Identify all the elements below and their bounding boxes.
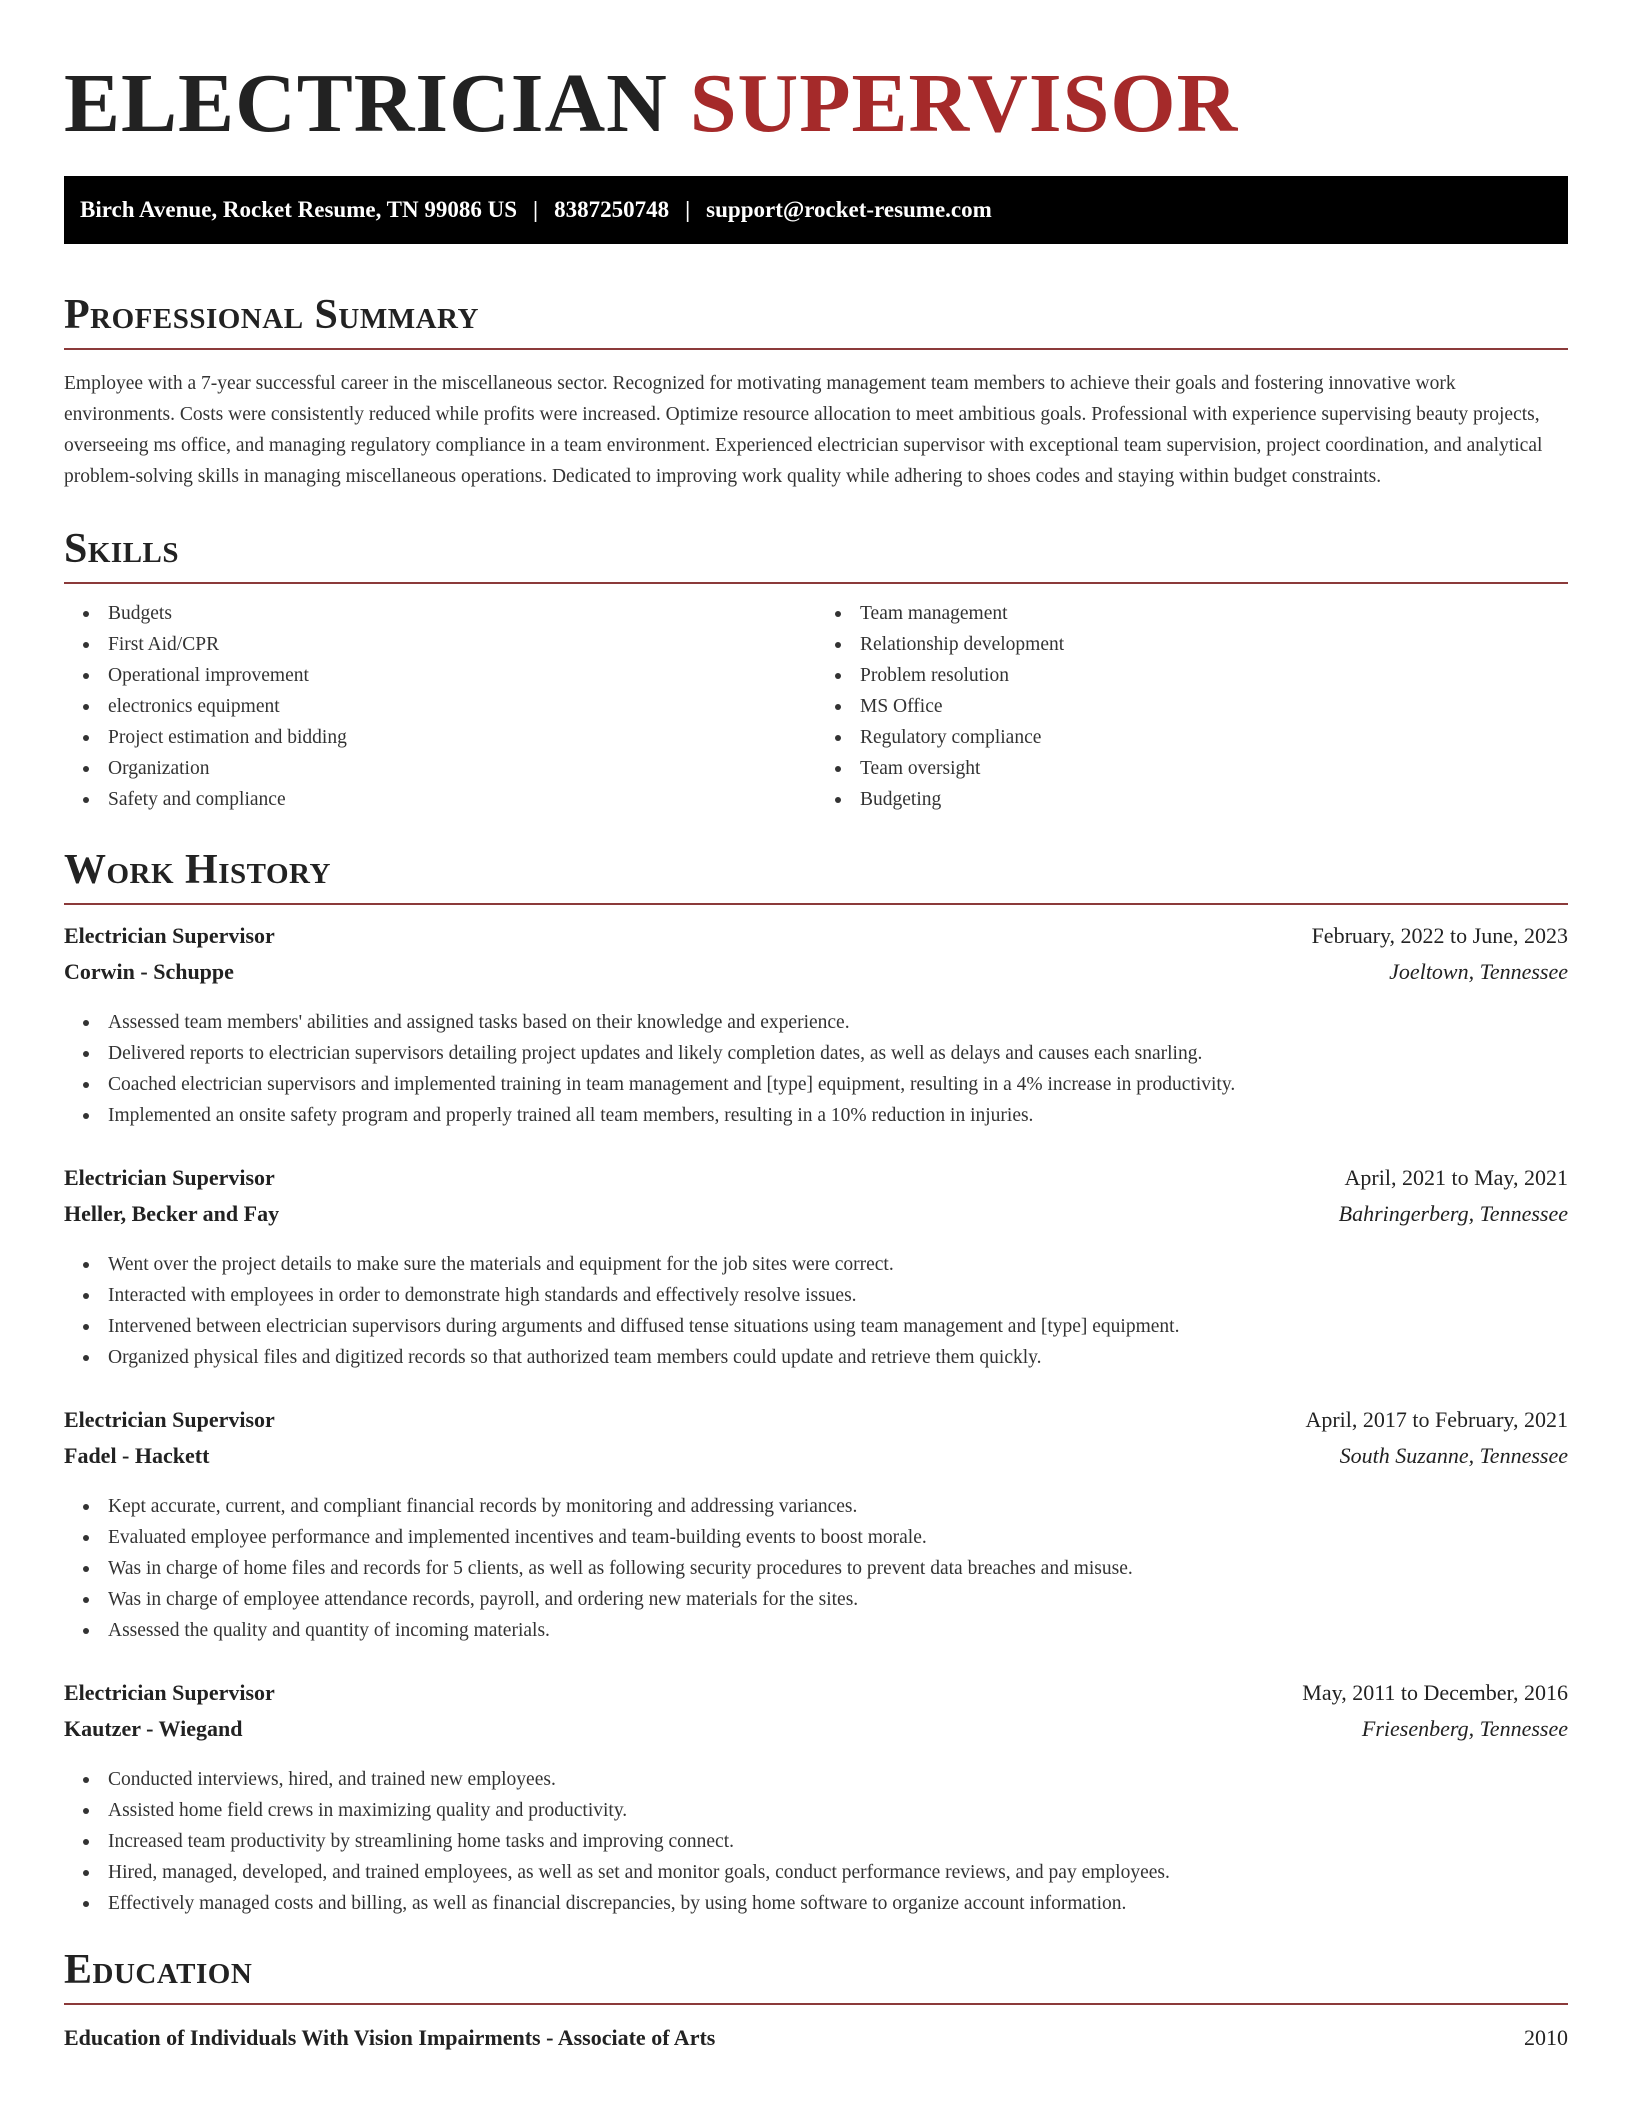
job-bullet: Hired, managed, developed, and trained employees, as well as set and monitor goals, conduct performance reviews, and pay employees. xyxy=(64,1857,1568,1888)
job-title: Electrician Supervisor xyxy=(64,923,275,948)
skill-item: MS Office xyxy=(816,691,1568,722)
job-dates: April, 2017 to February, 2021 xyxy=(1305,1407,1568,1432)
section-divider xyxy=(64,903,1568,905)
job-bullet: Was in charge of employee attendance records, payroll, and ordering new materials for the sites. xyxy=(64,1584,1568,1615)
section-heading-education: Education xyxy=(64,1947,253,1993)
job-company: Corwin - Schuppe xyxy=(64,959,234,984)
skills-grid xyxy=(64,598,1568,815)
job-dates: April, 2021 to May, 2021 xyxy=(1344,1165,1568,1190)
skill-item: Problem resolution xyxy=(816,660,1568,691)
education-entry xyxy=(64,2025,1568,2051)
job-dates: February, 2022 to June, 2023 xyxy=(1311,923,1568,948)
title-second-word: SUPERVISOR xyxy=(689,57,1239,150)
job-location: Joeltown, Tennessee xyxy=(1389,959,1568,984)
job-bullet: Delivered reports to electrician supervisors detailing project updates and likely completion dates, as well as delays and causes each snarling. xyxy=(64,1038,1568,1069)
job-header-row xyxy=(64,1165,1568,1201)
skill-item: Regulatory compliance xyxy=(816,722,1568,753)
job-company: Kautzer - Wiegand xyxy=(64,1716,243,1741)
job-header-row xyxy=(64,1680,1568,1716)
job-bullet: Was in charge of home files and records for 5 clients, as well as following security procedures to prevent data breaches and misuse. xyxy=(64,1553,1568,1584)
job-entry xyxy=(64,1680,1568,1919)
job-company: Fadel - Hackett xyxy=(64,1443,210,1468)
job-bullet: Assessed the quality and quantity of incoming materials. xyxy=(64,1615,1568,1646)
section-heading-summary: Professional Summary xyxy=(64,292,479,338)
section-divider xyxy=(64,348,1568,350)
job-bullet: Coached electrician supervisors and implemented training in team management and [type] equipment, resulting in a 4% increase in productivity. xyxy=(64,1069,1568,1100)
section-divider xyxy=(64,582,1568,584)
skill-item: Relationship development xyxy=(816,629,1568,660)
job-entry xyxy=(64,1407,1568,1646)
job-header-row xyxy=(64,923,1568,959)
job-location: Friesenberg, Tennessee xyxy=(1361,1716,1568,1741)
job-bullet-list xyxy=(64,1007,1568,1131)
contact-bar xyxy=(64,176,1568,244)
job-bullet: Effectively managed costs and billing, as well as financial discrepancies, by using home software to organize account information. xyxy=(64,1888,1568,1919)
skill-item: First Aid/CPR xyxy=(64,629,816,660)
job-bullet: Increased team productivity by streamlining home tasks and improving connect. xyxy=(64,1826,1568,1857)
summary-section xyxy=(64,294,1568,492)
job-bullet: Conducted interviews, hired, and trained new employees. xyxy=(64,1764,1568,1795)
job-title: Electrician Supervisor xyxy=(64,1680,275,1705)
job-bullet-list xyxy=(64,1491,1568,1646)
skill-item: Budgeting xyxy=(816,784,1568,815)
skill-item: Safety and compliance xyxy=(64,784,816,815)
job-dates: May, 2011 to December, 2016 xyxy=(1302,1680,1568,1705)
section-heading-work: Work History xyxy=(64,847,331,893)
job-subheader-row xyxy=(64,1201,1568,1237)
education-section xyxy=(64,1949,1568,2051)
job-bullet: Implemented an onsite safety program and properly trained all team members, resulting in a 10% reduction in injuries. xyxy=(64,1100,1568,1131)
job-bullet: Organized physical files and digitized records so that authorized team members could update and retrieve them quickly. xyxy=(64,1342,1568,1373)
job-entry xyxy=(64,923,1568,1131)
resume-title xyxy=(64,0,1568,150)
skill-item: Project estimation and bidding xyxy=(64,722,816,753)
job-company: Heller, Becker and Fay xyxy=(64,1201,280,1226)
job-bullet: Intervened between electrician supervisors during arguments and diffused tense situations using team management and [type] equipment. xyxy=(64,1311,1568,1342)
contact-separator: | xyxy=(685,197,691,222)
education-degree: Education of Individuals With Vision Impairments - Associate of Arts xyxy=(64,2025,716,2050)
section-heading-skills: Skills xyxy=(64,526,180,572)
work-history-section xyxy=(64,849,1568,1919)
job-bullet: Assisted home field crews in maximizing quality and productivity. xyxy=(64,1795,1568,1826)
job-bullet: Kept accurate, current, and compliant financial records by monitoring and addressing variances. xyxy=(64,1491,1568,1522)
job-bullet: Went over the project details to make sure the materials and equipment for the job sites were correct. xyxy=(64,1249,1568,1280)
skill-item: Operational improvement xyxy=(64,660,816,691)
skill-item: Budgets xyxy=(64,598,816,629)
job-entry xyxy=(64,1165,1568,1373)
title-first-word: ELECTRICIAN xyxy=(64,57,668,150)
contact-separator: | xyxy=(533,197,539,222)
education-year: 2010 xyxy=(1524,2025,1568,2050)
job-bullet-list xyxy=(64,1249,1568,1373)
skill-item: Organization xyxy=(64,753,816,784)
contact-phone: 8387250748 xyxy=(554,197,670,222)
job-list xyxy=(64,923,1568,1919)
job-bullet-list xyxy=(64,1764,1568,1919)
job-bullet: Evaluated employee performance and implemented incentives and team-building events to boost morale. xyxy=(64,1522,1568,1553)
education-list xyxy=(64,2025,1568,2051)
job-location: Bahringerberg, Tennessee xyxy=(1338,1201,1568,1226)
contact-email: support@rocket-resume.com xyxy=(706,197,992,222)
skills-column-right xyxy=(816,598,1568,815)
job-bullet: Assessed team members' abilities and assigned tasks based on their knowledge and experience. xyxy=(64,1007,1568,1038)
skill-item: Team management xyxy=(816,598,1568,629)
skills-section xyxy=(64,528,1568,815)
job-header-row xyxy=(64,1407,1568,1443)
job-subheader-row xyxy=(64,1716,1568,1752)
job-location: South Suzanne, Tennessee xyxy=(1339,1443,1568,1468)
skill-item: Team oversight xyxy=(816,753,1568,784)
job-subheader-row xyxy=(64,1443,1568,1479)
job-title: Electrician Supervisor xyxy=(64,1407,275,1432)
skill-item: electronics equipment xyxy=(64,691,816,722)
contact-address: Birch Avenue, Rocket Resume, TN 99086 US xyxy=(80,197,517,222)
section-divider xyxy=(64,2003,1568,2005)
summary-text: Employee with a 7-year successful career in the miscellaneous sector. Recognized for motivating management team members to achieve their goals and fostering innovative work environments. Costs were consistently reduced while profits were increased. Optimize resource allocation to meet ambitious goals. Professional with experience supervising beauty projects, overseeing ms office, and managing regulatory compliance in a team environment. Experienced electrician supervisor with exceptional team supervision, project coordination, and analytical problem-solving skills in managing miscellaneous operations. Dedicated to improving work quality while adhering to shoes codes and staying within budget constraints. xyxy=(64,373,1543,487)
job-subheader-row xyxy=(64,959,1568,995)
skills-column-left xyxy=(64,598,816,815)
job-title: Electrician Supervisor xyxy=(64,1165,275,1190)
job-bullet: Interacted with employees in order to demonstrate high standards and effectively resolve issues. xyxy=(64,1280,1568,1311)
